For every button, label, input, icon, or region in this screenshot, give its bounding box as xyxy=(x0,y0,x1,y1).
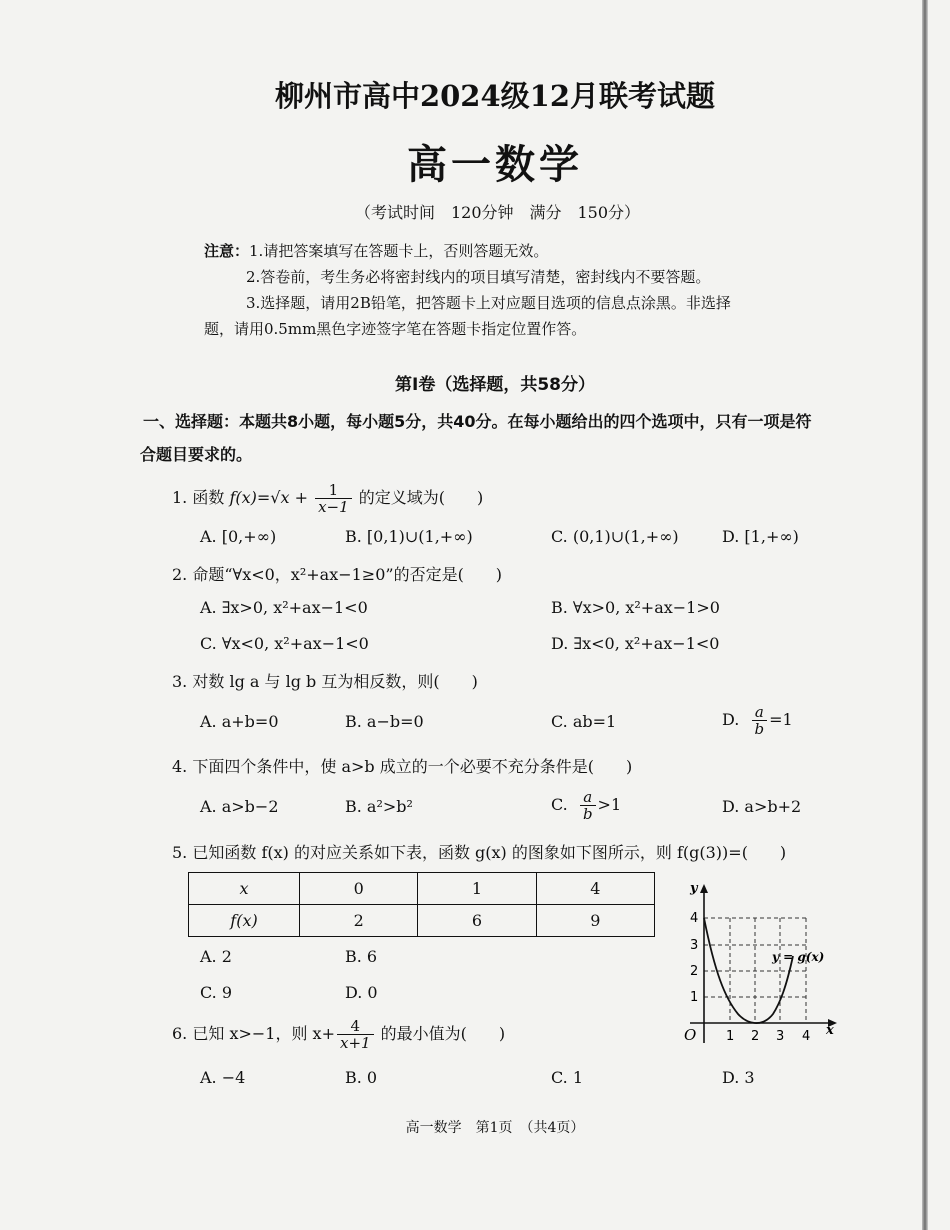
graph-grid xyxy=(704,918,806,1023)
q1-option-a: A. [0,+∞) xyxy=(200,527,277,546)
q2-option-d: D. ∃x<0, x²+ax−1<0 xyxy=(551,634,720,653)
q5-option-a: A. 2 xyxy=(200,947,232,966)
section-instructions-2: 合题目要求的。 xyxy=(140,445,253,464)
q4-number: 4. xyxy=(172,757,188,776)
question-4-stem xyxy=(172,754,632,777)
x-axis-label: x xyxy=(826,1023,834,1038)
q3-option-a: A. a+b=0 xyxy=(200,712,279,731)
table-row xyxy=(189,905,655,937)
table-cell: 9 xyxy=(536,905,654,937)
question-2-stem xyxy=(172,562,502,585)
q3-d-den: b xyxy=(754,720,765,738)
q3-d-fraction xyxy=(752,704,768,737)
q4-option-a: A. a>b−2 xyxy=(200,797,279,816)
x-tick-label: 4 xyxy=(802,1029,811,1044)
q5-option-d: D. 0 xyxy=(345,983,378,1002)
q3-d-num: a xyxy=(752,704,768,721)
q1-number: 1. xyxy=(172,488,188,507)
q3-option-b: B. a−b=0 xyxy=(345,712,424,731)
note-1 xyxy=(204,240,548,261)
table-cell: 4 xyxy=(536,873,654,905)
curve-label: y = g(x) xyxy=(772,950,825,964)
table-cell: x xyxy=(189,873,300,905)
q5-option-b: B. 6 xyxy=(345,947,378,966)
table-cell: 0 xyxy=(300,873,418,905)
q6-option-d: D. 3 xyxy=(722,1068,755,1087)
note-3b: 题，请用0.5mm黑色字迹签字笔在答题卡指定位置作答。 xyxy=(204,320,587,338)
q1-frac-den: x−1 xyxy=(318,498,349,516)
q3-d-label: D. xyxy=(722,710,740,729)
q1-frac-num: 1 xyxy=(315,482,352,499)
q1-pre: 函数 xyxy=(192,488,230,507)
y-tick-label: 4 xyxy=(690,911,699,926)
q2-number: 2. xyxy=(172,565,188,584)
q1-option-b: B. [0,1)∪(1,+∞) xyxy=(345,527,473,546)
q4-option-b: B. a²>b² xyxy=(345,797,413,816)
x-tick-label: 2 xyxy=(751,1029,760,1044)
x-tick-label: 1 xyxy=(726,1029,735,1044)
exam-info: （考试时间 120分钟 满分 150分） xyxy=(354,203,641,222)
q1-func: f(x)=√x + xyxy=(229,488,314,507)
q4-c-num: a xyxy=(580,789,596,806)
q2-option-a: A. ∃x>0, x²+ax−1<0 xyxy=(200,598,368,617)
q6-frac-den: x+1 xyxy=(339,1034,371,1052)
q4-c-tail: >1 xyxy=(597,795,622,814)
x-tick-labels xyxy=(726,1029,810,1044)
q6-frac-num: 4 xyxy=(337,1018,374,1035)
x-tick-label: 3 xyxy=(776,1029,785,1044)
question-5-stem xyxy=(172,840,786,863)
q4-stem-text: 下面四个条件中，使 a>b 成立的一个必要不充分条件是( ) xyxy=(192,757,633,776)
table-cell: f(x) xyxy=(189,905,300,937)
q6-option-c: C. 1 xyxy=(551,1068,584,1087)
note-2: 2.答卷前，考生务必将密封线内的项目填写清楚，密封线内不要答题。 xyxy=(246,268,711,286)
note-1-text: 1.请把答案填写在答题卡上，否则答题无效。 xyxy=(249,242,549,260)
q4-c-label: C. xyxy=(551,795,568,814)
section-title: 第Ⅰ卷（选择题，共58分） xyxy=(395,375,595,395)
q1-option-c: C. (0,1)∪(1,+∞) xyxy=(551,527,679,546)
note-3a: 3.选择题，请用2B铅笔，把答题卡上对应题目选项的信息点涂黑。非选择 xyxy=(246,294,731,312)
y-axis-arrow-icon xyxy=(700,884,708,893)
q3-stem-text: 对数 lg a 与 lg b 互为相反数，则( ) xyxy=(192,672,478,691)
q4-option-d: D. a>b+2 xyxy=(722,797,802,816)
q5-graph-g xyxy=(670,878,845,1053)
y-tick-label: 1 xyxy=(690,990,699,1005)
q6-pre: 已知 x>−1，则 x+ xyxy=(192,1024,335,1043)
q6-post: 的最小值为( ) xyxy=(375,1024,506,1043)
q6-number: 6. xyxy=(172,1024,188,1043)
question-1-stem xyxy=(172,480,483,516)
question-3-stem xyxy=(172,669,478,692)
q6-option-b: B. 0 xyxy=(345,1068,378,1087)
q5-option-c: C. 9 xyxy=(200,983,233,1002)
q3-option-d xyxy=(722,702,793,738)
q5-function-table xyxy=(188,872,655,937)
q4-option-c xyxy=(551,787,621,823)
page-footer: 高一数学 第1页 （共4页） xyxy=(405,1120,585,1136)
table-row xyxy=(189,873,655,905)
y-axis-label: y xyxy=(690,881,698,896)
exam-title: 柳州市高中2024级12月联考试题 xyxy=(274,79,716,113)
q3-d-tail: =1 xyxy=(769,710,793,729)
section-instructions-1: 一、选择题：本题共8小题，每小题5分，共40分。在每小题给出的四个选项中，只有一项是符 xyxy=(143,412,812,431)
q4-c-fraction xyxy=(580,789,596,822)
y-tick-labels xyxy=(690,911,698,1005)
table-cell: 6 xyxy=(418,905,536,937)
q1-fraction xyxy=(315,482,352,515)
q6-option-a: A. −4 xyxy=(200,1068,246,1087)
origin-label: O xyxy=(684,1026,697,1044)
table-cell: 1 xyxy=(418,873,536,905)
q6-fraction xyxy=(337,1018,374,1051)
q5-number: 5. xyxy=(172,843,188,862)
question-6-stem xyxy=(172,1016,505,1052)
y-tick-label: 3 xyxy=(690,938,699,953)
q3-option-c: C. ab=1 xyxy=(551,712,617,731)
q5-stem-text: 已知函数 f(x) 的对应关系如下表，函数 g(x) 的图象如下图所示，则 f(g(3))=( ) xyxy=(192,843,787,862)
q2-option-b: B. ∀x>0, x²+ax−1>0 xyxy=(551,598,720,617)
subject-title: 高一数学 xyxy=(407,141,583,188)
q4-c-den: b xyxy=(582,805,593,823)
y-tick-label: 2 xyxy=(690,964,699,979)
q1-option-d: D. [1,+∞) xyxy=(722,527,799,546)
q2-option-c: C. ∀x<0, x²+ax−1<0 xyxy=(200,634,369,653)
table-cell: 2 xyxy=(300,905,418,937)
note-label: 注意： xyxy=(204,242,250,260)
q2-stem-text: 命题“∀x<0，x²+ax−1≥0”的否定是( ) xyxy=(192,565,503,584)
q3-number: 3. xyxy=(172,672,188,691)
q1-post: 的定义域为( ) xyxy=(353,488,484,507)
